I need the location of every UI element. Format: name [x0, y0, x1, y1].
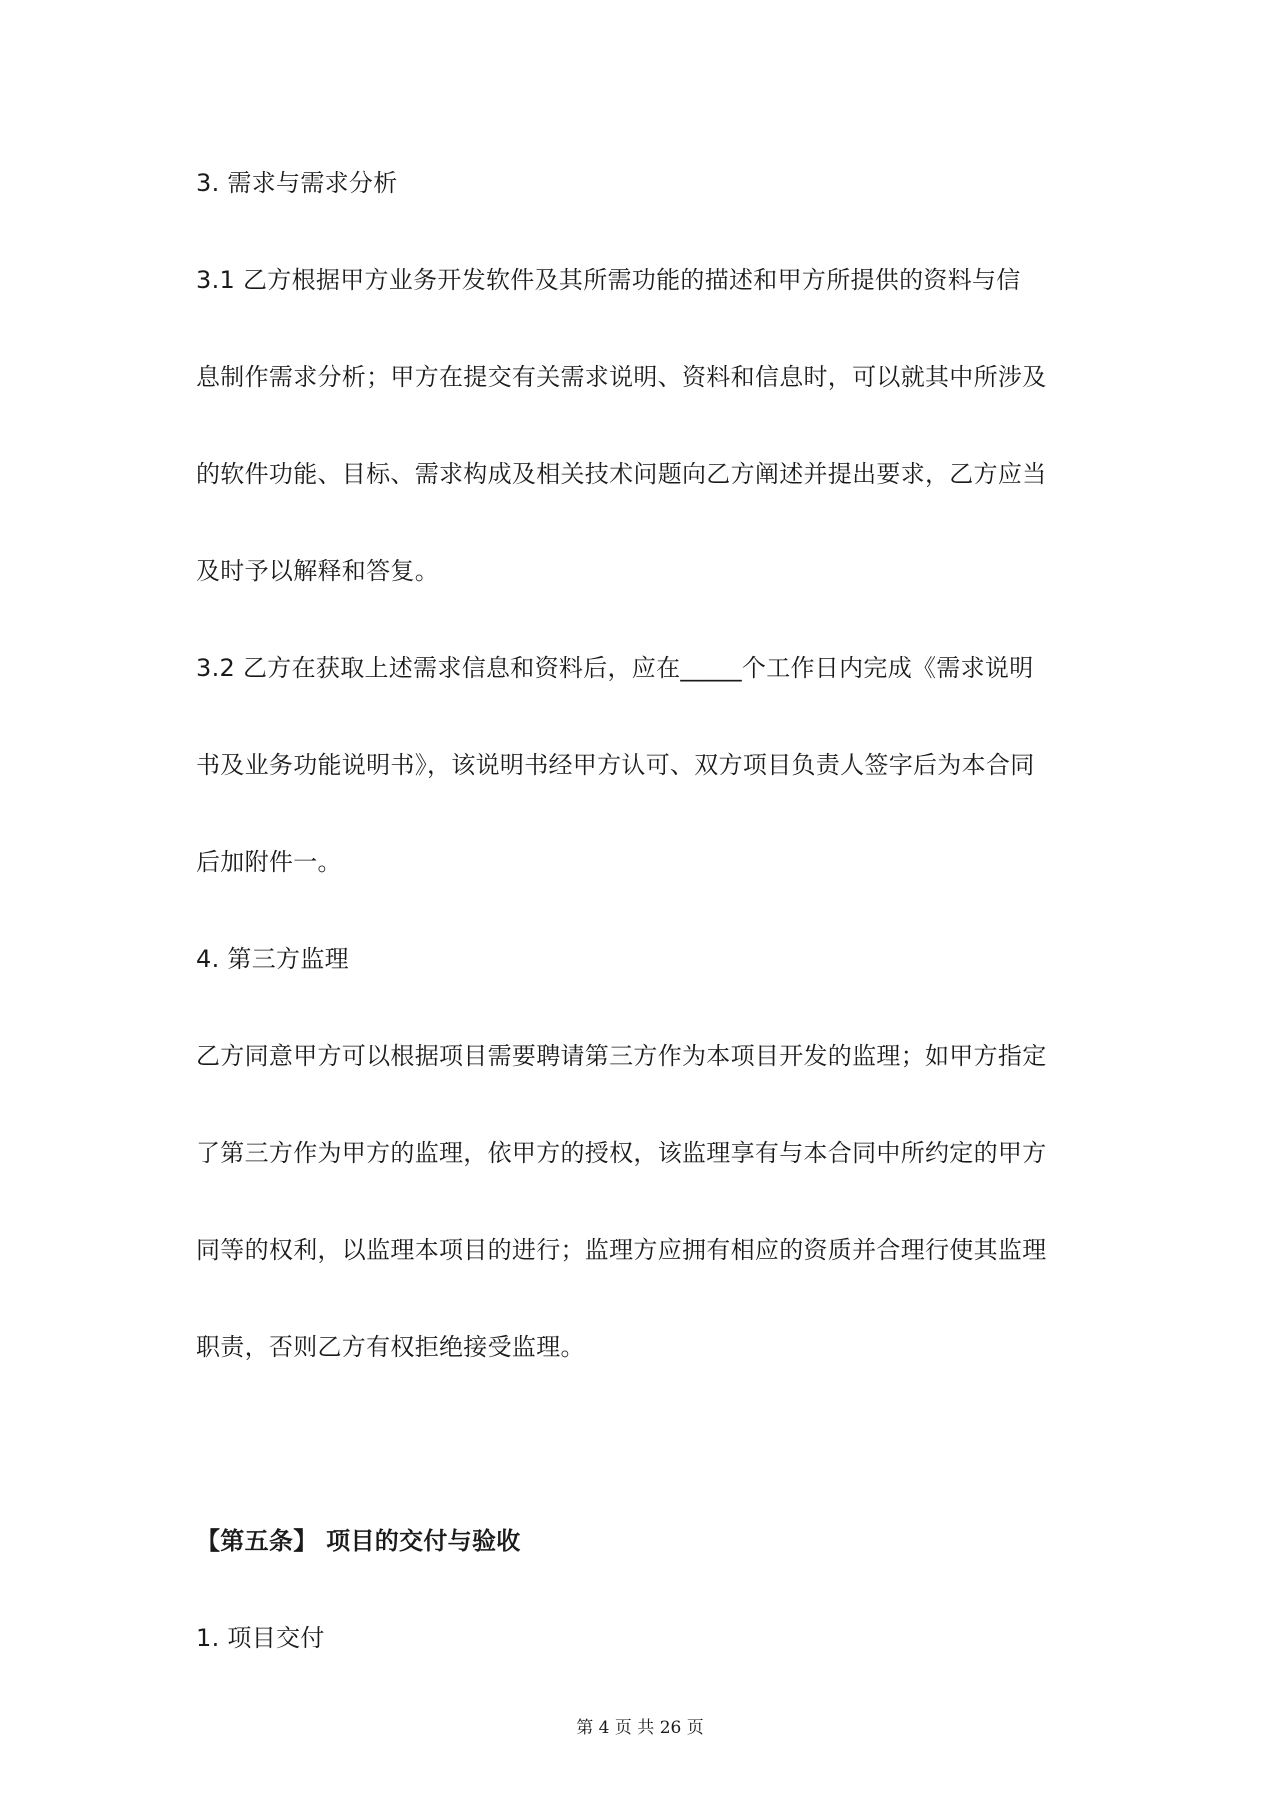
- paragraph-line: 的软件功能、目标、需求构成及相关技术问题向乙方阐述并提出要求，乙方应当: [196, 460, 1047, 488]
- section-heading-delivery: 1. 项目交付: [196, 1624, 325, 1652]
- section-heading-requirements: 3. 需求与需求分析: [196, 169, 398, 197]
- paragraph-line: 了第三方作为甲方的监理，依甲方的授权，该监理享有与本合同中所约定的甲方: [196, 1139, 1047, 1167]
- paragraph-line: 3.1 乙方根据甲方业务开发软件及其所需功能的描述和甲方所提供的资料与信: [196, 266, 1021, 294]
- article-heading: 【第五条】 项目的交付与验收: [196, 1527, 521, 1555]
- paragraph-line: 乙方同意甲方可以根据项目需要聘请第三方作为本项目开发的监理；如甲方指定: [196, 1042, 1047, 1070]
- paragraph-line: 后加附件一。: [196, 848, 342, 876]
- paragraph-line: 3.2 乙方在获取上述需求信息和资料后，应在_____个工作日内完成《需求说明: [196, 654, 1034, 682]
- page-number-footer: 第 4 页 共 26 页: [576, 1718, 704, 1738]
- paragraph-line: 书及业务功能说明书》，该说明书经甲方认可、双方项目负责人签字后为本合同: [196, 751, 1035, 779]
- paragraph-line: 及时予以解释和答复。: [196, 557, 439, 585]
- paragraph-line: 职责，否则乙方有权拒绝接受监理。: [196, 1333, 585, 1361]
- paragraph-line: 同等的权利，以监理本项目的进行；监理方应拥有相应的资质并合理行使其监理: [196, 1236, 1047, 1264]
- section-heading-supervision: 4. 第三方监理: [196, 945, 349, 973]
- paragraph-line: 息制作需求分析；甲方在提交有关需求说明、资料和信息时，可以就其中所涉及: [196, 363, 1047, 391]
